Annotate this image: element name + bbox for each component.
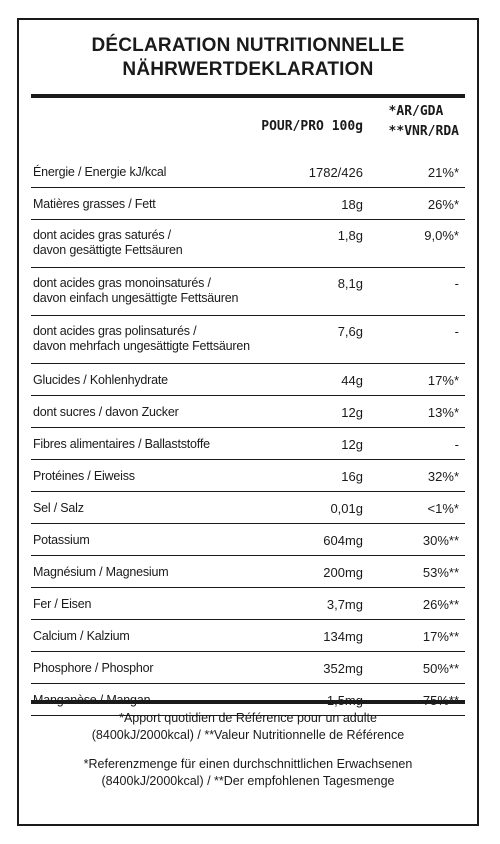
- reference-intake-percent: 26%**: [422, 597, 459, 612]
- nutrient-row: [31, 268, 465, 316]
- nutrient-row: [31, 460, 465, 492]
- nutrient-name: [33, 597, 91, 612]
- reference-intake-percent: 9,0%*: [424, 228, 459, 243]
- nutrient-name: [33, 501, 84, 516]
- nutrient-name-line1: Potassium: [33, 533, 90, 547]
- amount-per-100g: 1,8g: [337, 228, 363, 243]
- nutrient-row: [31, 220, 465, 268]
- amount-per-100g: 1782/426: [308, 165, 363, 180]
- amount-per-100g: 0,01g: [330, 501, 363, 516]
- amount-per-100g: 134mg: [323, 629, 363, 644]
- nutrient-row: [31, 428, 465, 460]
- amount-per-100g: 12g: [341, 437, 363, 452]
- amount-column-header: POUR/PRO 100g: [261, 119, 363, 134]
- amount-per-100g: 16g: [341, 469, 363, 484]
- footnote-german: [31, 756, 465, 790]
- nutrient-name-line1: Sel / Salz: [33, 501, 84, 515]
- nutrient-name: [33, 276, 238, 306]
- nutrient-name-line1: dont sucres / davon Zucker: [33, 405, 179, 419]
- footnotes: [31, 710, 465, 802]
- footnote-french-line2: (8400kJ/2000kcal) / **Valeur Nutritionnelle de Référence: [91, 728, 405, 742]
- label-title: [19, 20, 477, 82]
- nutrient-name: [33, 324, 250, 354]
- reference-header-line2: **VNR/RDA: [388, 124, 459, 139]
- reference-column-header: [389, 102, 459, 142]
- nutrient-name-line1: Protéines / Eiweiss: [33, 469, 135, 483]
- reference-intake-percent: 26%*: [427, 197, 459, 212]
- nutrient-name-line2: davon gesättigte Fettsäuren: [33, 243, 183, 257]
- nutrient-name-line1: Fibres alimentaires / Ballaststoffe: [33, 437, 210, 451]
- reference-intake-percent: 32%*: [427, 469, 459, 484]
- nutrient-name-line2: davon einfach ungesättigte Fettsäuren: [33, 291, 239, 305]
- nutrient-name: [33, 469, 135, 484]
- nutrient-name-line1: dont acides gras monoinsaturés /: [33, 276, 211, 290]
- nutrient-row: [31, 364, 465, 396]
- nutrient-name: [33, 405, 179, 420]
- nutrient-name: [33, 629, 130, 644]
- footnote-french-line1: *Apport quotidien de Référence pour un adulte: [119, 711, 377, 725]
- nutrient-name-line1: Magnésium / Magnesium: [33, 565, 169, 579]
- nutrient-name: [33, 373, 168, 388]
- reference-intake-percent: -: [454, 276, 459, 291]
- amount-per-100g: 200mg: [323, 565, 363, 580]
- reference-intake-percent: 17%*: [427, 373, 459, 388]
- nutrient-row: [31, 156, 465, 188]
- nutrient-name-line1: Matières grasses / Fett: [33, 197, 156, 211]
- reference-intake-percent: <1%*: [427, 501, 459, 516]
- nutrient-row: [31, 620, 465, 652]
- nutrient-name-line1: Phosphore / Phosphor: [33, 661, 154, 675]
- footnote-french: [31, 710, 465, 744]
- nutrition-table: [31, 156, 465, 716]
- nutrient-name: [33, 565, 168, 580]
- nutrient-row: [31, 556, 465, 588]
- title-french: DÉCLARATION NUTRITIONNELLE: [91, 35, 405, 56]
- reference-intake-percent: 30%**: [422, 533, 459, 548]
- amount-per-100g: 352mg: [323, 661, 363, 676]
- nutrient-name-line1: dont acides gras polinsaturés /: [33, 324, 197, 338]
- amount-per-100g: 12g: [341, 405, 363, 420]
- reference-header-line1: *AR/GDA: [388, 104, 444, 119]
- nutrient-row: [31, 492, 465, 524]
- nutrient-row: [31, 316, 465, 364]
- reference-intake-percent: 50%**: [422, 661, 459, 676]
- footer-divider: [31, 700, 465, 704]
- nutrient-name: [33, 661, 153, 676]
- reference-intake-percent: -: [454, 324, 459, 339]
- nutrient-name: [33, 228, 183, 258]
- nutrient-name-line1: Fer / Eisen: [33, 597, 92, 611]
- nutrient-name-line1: Calcium / Kalzium: [33, 629, 130, 643]
- reference-intake-percent: 13%*: [427, 405, 459, 420]
- nutrient-name: [33, 437, 210, 452]
- nutrient-row: [31, 188, 465, 220]
- nutrient-name-line2: davon mehrfach ungesättigte Fettsäuren: [33, 339, 250, 353]
- nutrient-name-line1: Énergie / Energie kJ/kcal: [33, 165, 167, 179]
- reference-intake-percent: 21%*: [427, 165, 459, 180]
- nutrient-row: [31, 396, 465, 428]
- footnote-german-line2: (8400kJ/2000kcal) / **Der empfohlenen Tagesmenge: [101, 774, 395, 788]
- nutrient-name: [33, 533, 90, 548]
- amount-per-100g: 44g: [341, 373, 363, 388]
- reference-intake-percent: -: [454, 437, 459, 452]
- title-german: NÄHRWERTDEKLARATION: [122, 59, 374, 80]
- nutrient-row: [31, 652, 465, 684]
- nutrient-name-line1: dont acides gras saturés /: [33, 228, 171, 242]
- nutrition-label: [17, 18, 479, 826]
- nutrient-row: [31, 588, 465, 620]
- amount-per-100g: 604mg: [323, 533, 363, 548]
- nutrient-name: [33, 197, 156, 212]
- reference-intake-percent: 17%**: [422, 629, 459, 644]
- nutrient-row: [31, 524, 465, 556]
- amount-per-100g: 18g: [341, 197, 363, 212]
- amount-per-100g: 8,1g: [337, 276, 363, 291]
- nutrient-name: [33, 165, 166, 180]
- amount-per-100g: 7,6g: [337, 324, 363, 339]
- footnote-german-line1: *Referenzmenge für einen durchschnittlichen Erwachsenen: [83, 757, 413, 771]
- reference-intake-percent: 53%**: [422, 565, 459, 580]
- amount-per-100g: 3,7mg: [326, 597, 363, 612]
- nutrient-name-line1: Glucides / Kohlenhydrate: [33, 373, 168, 387]
- column-header-row: [31, 98, 465, 150]
